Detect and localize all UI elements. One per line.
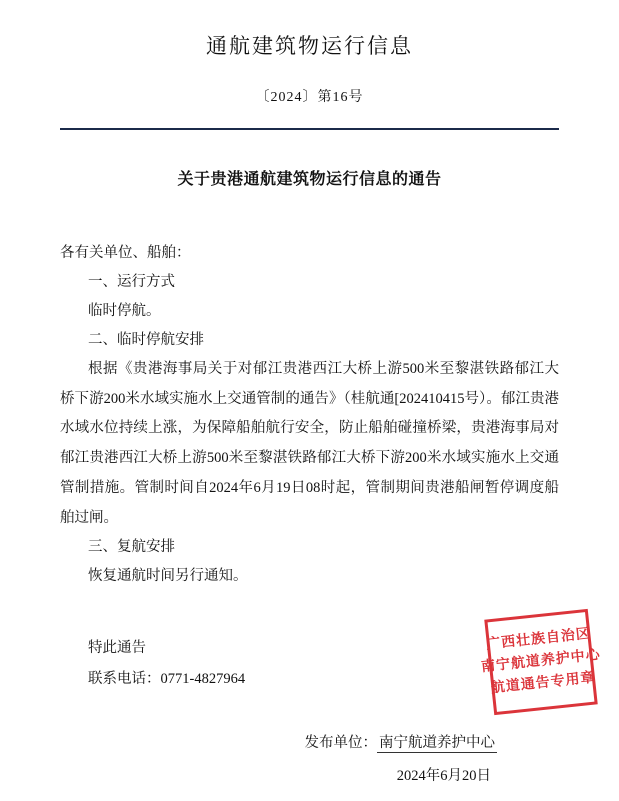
document-header-title: 通航建筑物运行信息: [206, 34, 413, 58]
official-seal-stamp: [480, 609, 602, 715]
section-heading-2: 二、临时停航安排: [88, 332, 204, 348]
seal-line-2: 南宁航道养护中心: [480, 647, 602, 676]
seal-line-3: 航道通告专用章: [490, 670, 597, 697]
contact-label: 联系电话：: [88, 670, 161, 687]
signature-block: [60, 728, 559, 791]
closing-note: 特此通告: [88, 640, 146, 657]
issuer-label: 发布单位：: [304, 735, 377, 752]
document-number: 〔2024〕第16号: [255, 90, 364, 105]
contact-number: 0771-4827964: [160, 670, 246, 687]
section-content-3: 恢复通航时间另行通知。: [88, 568, 248, 585]
issuer-name: 南宁航道养护中心: [379, 735, 495, 752]
section-heading-1: 一、运行方式: [88, 274, 175, 290]
section-content-1: 临时停航。: [88, 303, 161, 319]
section-content-2: 根据《贵港海事局关于对郁江贵港西江大桥上游500米至黎湛铁路郁江大桥下游200米水域实施水上交通管制的通告》（桂航通[202410415号）。郁江贵港水域水位持续上涨，为保障船舶航行安全，防止船舶碰撞桥梁，贵港海事局对郁江贵港西江大桥上游500米至黎湛铁路郁江大桥下游200米水域实施水上交通管制措施。管制时间自2024年6月19日08时起，管制期间贵港船闸暂停调度船舶过闸。: [60, 361, 559, 526]
header-divider: [60, 128, 559, 130]
seal-line-1: 广西壮族自治区: [485, 627, 592, 654]
issue-date: 2024年6月20日: [396, 767, 491, 784]
page-title: 关于贵港通航建筑物运行信息的通告: [177, 171, 442, 188]
section-heading-3: 三、复航安排: [88, 539, 175, 556]
document-body: [60, 239, 559, 591]
issuer-line: [60, 728, 497, 758]
salutation: 各有关单位、船舶：: [60, 245, 191, 261]
